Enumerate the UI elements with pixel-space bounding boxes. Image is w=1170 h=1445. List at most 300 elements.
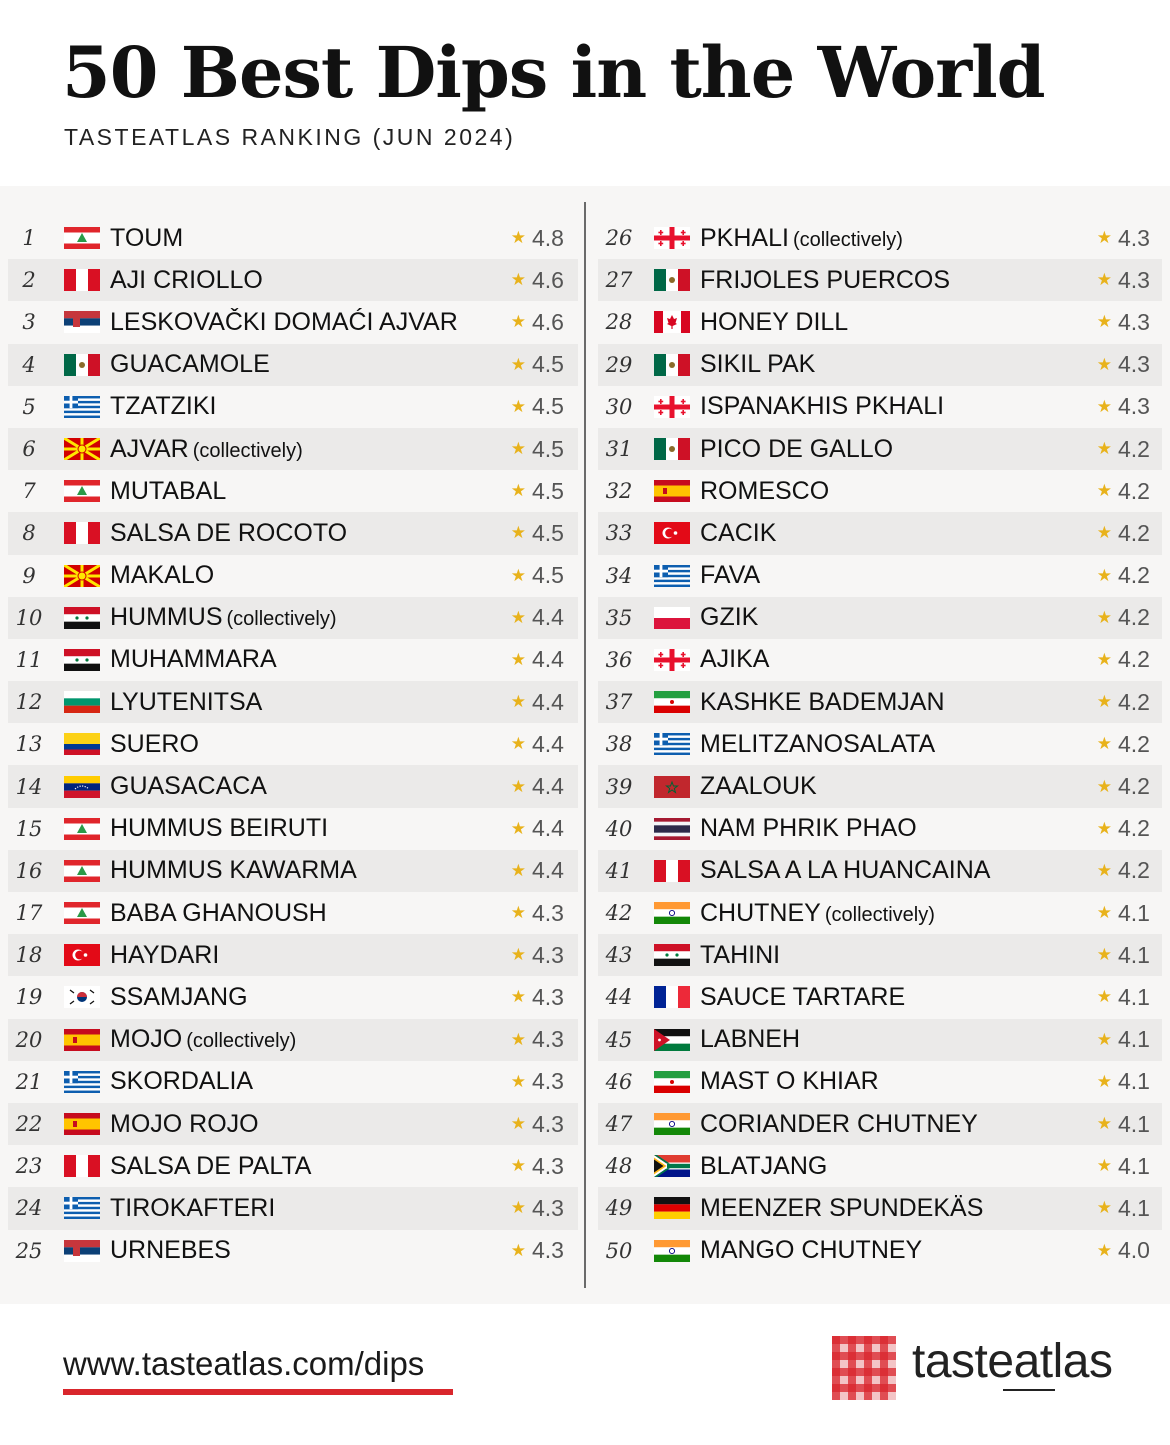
dip-name <box>700 730 1097 759</box>
rating-score: 4.1 <box>1118 899 1150 926</box>
dip-name <box>110 1194 511 1223</box>
rank-number: 45 <box>605 1027 633 1052</box>
rating-score: 4.2 <box>1118 477 1150 504</box>
rank-number: 26 <box>605 226 633 251</box>
dip-name-text: GZIK <box>700 603 759 632</box>
footer-url-underline <box>63 1389 453 1395</box>
south-africa-flag-icon <box>640 1155 690 1177</box>
dip-name <box>700 603 1097 632</box>
rating-score: 4.1 <box>1118 1110 1150 1137</box>
rating-score: 4.2 <box>1118 519 1150 546</box>
star-icon: ★ <box>1096 354 1112 374</box>
ranking-row <box>598 344 1162 386</box>
star-icon: ★ <box>1096 987 1112 1007</box>
dip-name-note: (collectively) <box>192 439 303 462</box>
rating-score: 4.8 <box>532 224 564 251</box>
ranking-row <box>8 301 578 343</box>
dip-name <box>110 392 511 421</box>
rating-score: 4.3 <box>532 983 564 1010</box>
dip-name <box>110 941 511 970</box>
rating-score: 4.4 <box>532 730 564 757</box>
rank-number: 14 <box>15 774 43 799</box>
rating-score: 4.0 <box>1118 1237 1150 1264</box>
dip-name <box>700 688 1097 717</box>
turkey-flag-icon <box>640 522 690 544</box>
rating-score: 4.4 <box>532 688 564 715</box>
dip-name-note: (collectively) <box>792 228 903 251</box>
ranking-row <box>598 217 1162 259</box>
rank-number: 48 <box>605 1154 633 1179</box>
rank-number: 24 <box>15 1196 43 1221</box>
rank-number: 43 <box>605 943 633 968</box>
lebanon-flag-icon <box>50 860 100 882</box>
rating-score: 4.2 <box>1118 646 1150 673</box>
dip-name-text: HONEY DILL <box>700 307 849 336</box>
dip-name <box>110 350 511 379</box>
star-icon: ★ <box>1096 523 1112 543</box>
canada-flag-icon <box>640 311 690 333</box>
germany-flag-icon <box>640 1197 690 1219</box>
dip-name-text: ZAALOUK <box>700 772 817 801</box>
dip-name-text: TIROKAFTERI <box>110 1193 276 1222</box>
star-icon: ★ <box>510 312 526 332</box>
mexico-flag-icon <box>640 438 690 460</box>
ranking-row <box>598 259 1162 301</box>
ranking-row <box>598 512 1162 554</box>
lebanon-flag-icon <box>50 818 100 840</box>
ranking-row <box>598 723 1162 765</box>
syria-flag-icon <box>50 649 100 671</box>
dip-name <box>110 435 511 464</box>
turkey-flag-icon <box>50 944 100 966</box>
dip-name-text: BABA GHANOUSH <box>110 898 327 927</box>
dip-name <box>700 308 1097 337</box>
rank-number: 12 <box>15 690 43 715</box>
rank-number: 44 <box>605 985 633 1010</box>
dip-name <box>110 772 511 801</box>
rating-score: 4.1 <box>1118 983 1150 1010</box>
rank-number: 47 <box>605 1112 633 1137</box>
dip-name-text: URNEBES <box>110 1236 231 1265</box>
rating-score: 4.3 <box>1118 224 1150 251</box>
dip-name-text: SIKIL PAK <box>700 350 816 379</box>
dip-name-text: TAHINI <box>700 940 781 969</box>
star-icon: ★ <box>510 1029 526 1049</box>
dip-name-text: SUERO <box>110 729 199 758</box>
north-macedonia-flag-icon <box>50 438 100 460</box>
greece-flag-icon <box>50 1197 100 1219</box>
star-icon: ★ <box>510 607 526 627</box>
dip-name <box>700 266 1097 295</box>
star-icon: ★ <box>1096 692 1112 712</box>
star-icon: ★ <box>1096 607 1112 627</box>
mexico-flag-icon <box>640 269 690 291</box>
dip-name-text: AJVAR <box>110 434 189 463</box>
star-icon: ★ <box>510 481 526 501</box>
tasteatlas-logo-icon <box>832 1336 896 1400</box>
rating-score: 4.5 <box>532 435 564 462</box>
ranking-row <box>598 934 1162 976</box>
rating-score: 4.2 <box>1118 435 1150 462</box>
ranking-row <box>598 470 1162 512</box>
dip-name <box>110 814 511 843</box>
rank-number: 18 <box>15 943 43 968</box>
dip-name <box>110 688 511 717</box>
rating-score: 4.5 <box>532 351 564 378</box>
star-icon: ★ <box>510 987 526 1007</box>
dip-name-text: NAM PHRIK PHAO <box>700 814 917 843</box>
serbia-flag-icon <box>50 1240 100 1262</box>
rating-score: 4.3 <box>532 1194 564 1221</box>
star-icon: ★ <box>510 649 526 669</box>
rank-number: 37 <box>605 690 633 715</box>
dip-name-note: (collectively) <box>824 903 935 926</box>
rank-number: 33 <box>605 521 633 546</box>
dip-name <box>700 350 1097 379</box>
rank-number: 11 <box>15 647 43 672</box>
ranking-row <box>598 1187 1162 1229</box>
rank-number: 34 <box>605 563 633 588</box>
ranking-row <box>8 1103 578 1145</box>
mexico-flag-icon <box>50 354 100 376</box>
rating-score: 4.5 <box>532 562 564 589</box>
rating-score: 4.1 <box>1118 941 1150 968</box>
jordan-flag-icon <box>640 1029 690 1051</box>
dip-name-text: LABNEH <box>700 1025 801 1054</box>
star-icon: ★ <box>1096 439 1112 459</box>
star-icon: ★ <box>510 396 526 416</box>
rating-score: 4.6 <box>532 308 564 335</box>
star-icon: ★ <box>510 945 526 965</box>
rating-score: 4.1 <box>1118 1068 1150 1095</box>
dip-name-text: HAYDARI <box>110 940 220 969</box>
ranking-row <box>598 976 1162 1018</box>
star-icon: ★ <box>510 228 526 248</box>
star-icon: ★ <box>510 860 526 880</box>
ranking-row <box>8 344 578 386</box>
ranking-row <box>598 428 1162 470</box>
rank-number: 20 <box>15 1027 43 1052</box>
star-icon: ★ <box>510 1071 526 1091</box>
rank-number: 5 <box>22 394 36 419</box>
dip-name-text: FAVA <box>700 561 761 590</box>
dip-name <box>700 645 1097 674</box>
dip-name-text: ISPANAKHIS PKHALI <box>700 392 945 421</box>
ranking-row <box>8 1145 578 1187</box>
dip-name-text: PICO DE GALLO <box>700 434 894 463</box>
peru-flag-icon <box>50 269 100 291</box>
dip-name <box>110 266 511 295</box>
dip-name <box>110 1025 511 1054</box>
rating-score: 4.3 <box>532 1152 564 1179</box>
rating-score: 4.2 <box>1118 562 1150 589</box>
star-icon: ★ <box>1096 649 1112 669</box>
dip-name-text: HUMMUS KAWARMA <box>110 856 357 885</box>
rating-score: 4.2 <box>1118 688 1150 715</box>
ranking-row <box>598 386 1162 428</box>
rating-score: 4.4 <box>532 857 564 884</box>
wordmark-underline <box>1003 1389 1055 1391</box>
dip-name-text: ROMESCO <box>700 476 830 505</box>
dip-name-text: SALSA A LA HUANCAINA <box>700 856 991 885</box>
ranking-row <box>8 386 578 428</box>
ranking-row <box>8 976 578 1018</box>
dip-name-text: MUTABAL <box>110 476 227 505</box>
dip-name-text: MOJO ROJO <box>110 1109 259 1138</box>
iran-flag-icon <box>640 691 690 713</box>
star-icon: ★ <box>1096 1198 1112 1218</box>
dip-name-text: CACIK <box>700 518 777 547</box>
rank-number: 9 <box>22 563 36 588</box>
rating-score: 4.3 <box>1118 393 1150 420</box>
dip-name <box>700 983 1097 1012</box>
rating-score: 4.3 <box>532 1237 564 1264</box>
dip-name <box>700 899 1097 928</box>
star-icon: ★ <box>510 1198 526 1218</box>
spain-flag-icon <box>50 1113 100 1135</box>
star-icon: ★ <box>510 439 526 459</box>
rank-number: 39 <box>605 774 633 799</box>
star-icon: ★ <box>510 1156 526 1176</box>
rank-number: 46 <box>605 1069 633 1094</box>
ranking-row <box>598 765 1162 807</box>
dip-name <box>700 519 1097 548</box>
star-icon: ★ <box>510 818 526 838</box>
ranking-row <box>598 1061 1162 1103</box>
star-icon: ★ <box>1096 270 1112 290</box>
dip-name-text: MEENZER SPUNDEKÄS <box>700 1193 984 1222</box>
rating-score: 4.3 <box>532 1068 564 1095</box>
dip-name <box>700 1236 1097 1265</box>
georgia-flag-icon <box>640 227 690 249</box>
ranking-row <box>598 639 1162 681</box>
ranking-row <box>598 1103 1162 1145</box>
ranking-row <box>8 850 578 892</box>
star-icon: ★ <box>510 565 526 585</box>
dip-name-note: (collectively) <box>226 608 337 631</box>
dip-name-text: SALSA DE ROCOTO <box>110 518 348 547</box>
rank-number: 49 <box>605 1196 633 1221</box>
dip-name-text: MOJO <box>110 1025 183 1054</box>
rating-score: 4.1 <box>1118 1194 1150 1221</box>
lebanon-flag-icon <box>50 227 100 249</box>
rank-number: 31 <box>605 437 633 462</box>
dip-name-text: HUMMUS BEIRUTI <box>110 814 329 843</box>
greece-flag-icon <box>50 396 100 418</box>
peru-flag-icon <box>640 860 690 882</box>
rank-number: 23 <box>15 1154 43 1179</box>
dip-name <box>110 856 511 885</box>
rating-score: 4.3 <box>1118 308 1150 335</box>
ranking-row <box>8 1187 578 1229</box>
rank-number: 25 <box>15 1238 43 1263</box>
star-icon: ★ <box>1096 860 1112 880</box>
dip-name-text: SSAMJANG <box>110 982 248 1011</box>
page-title: 50 Best Dips in the World <box>62 31 1045 114</box>
rating-score: 4.1 <box>1118 1026 1150 1053</box>
rating-score: 4.3 <box>532 941 564 968</box>
peru-flag-icon <box>50 522 100 544</box>
star-icon: ★ <box>1096 1240 1112 1260</box>
rating-score: 4.1 <box>1118 1152 1150 1179</box>
dip-name <box>700 1152 1097 1181</box>
rank-number: 6 <box>22 437 36 462</box>
lebanon-flag-icon <box>50 480 100 502</box>
rank-number: 28 <box>605 310 633 335</box>
dip-name-text: GUACAMOLE <box>110 350 270 379</box>
dip-name <box>700 435 1097 464</box>
star-icon: ★ <box>510 776 526 796</box>
dip-name-text: TOUM <box>110 223 184 252</box>
rank-number: 1 <box>22 226 36 251</box>
rating-score: 4.2 <box>1118 730 1150 757</box>
spain-flag-icon <box>640 480 690 502</box>
dip-name <box>110 1152 511 1181</box>
rating-score: 4.4 <box>532 773 564 800</box>
dip-name <box>110 519 511 548</box>
rank-number: 35 <box>605 605 633 630</box>
rating-score: 4.6 <box>532 266 564 293</box>
iran-flag-icon <box>640 1071 690 1093</box>
dip-name-text: AJIKA <box>700 645 770 674</box>
rating-score: 4.5 <box>532 519 564 546</box>
rank-number: 42 <box>605 901 633 926</box>
star-icon: ★ <box>1096 776 1112 796</box>
dip-name-text: AJI CRIOLLO <box>110 265 263 294</box>
star-icon: ★ <box>1096 1156 1112 1176</box>
rating-score: 4.5 <box>532 393 564 420</box>
rating-score: 4.5 <box>532 477 564 504</box>
india-flag-icon <box>640 902 690 924</box>
rank-number: 27 <box>605 268 633 293</box>
dip-name <box>110 1236 511 1265</box>
poland-flag-icon <box>640 607 690 629</box>
rank-number: 21 <box>15 1069 43 1094</box>
dip-name-text: SAUCE TARTARE <box>700 982 906 1011</box>
star-icon: ★ <box>1096 903 1112 923</box>
dip-name <box>700 561 1097 590</box>
france-flag-icon <box>640 986 690 1008</box>
rating-score: 4.4 <box>532 646 564 673</box>
star-icon: ★ <box>1096 734 1112 754</box>
india-flag-icon <box>640 1113 690 1135</box>
dip-name-text: SALSA DE PALTA <box>110 1151 312 1180</box>
south-korea-flag-icon <box>50 986 100 1008</box>
ranking-column-left <box>8 217 578 1272</box>
rank-number: 13 <box>15 732 43 757</box>
greece-flag-icon <box>640 733 690 755</box>
rank-number: 17 <box>15 901 43 926</box>
dip-name-text: LESKOVAČKI DOMAĆI AJVAR <box>110 307 458 336</box>
ranking-row <box>8 808 578 850</box>
dip-name-text: TZATZIKI <box>110 392 217 421</box>
rank-number: 3 <box>22 310 36 335</box>
syria-flag-icon <box>50 607 100 629</box>
rating-score: 4.3 <box>532 899 564 926</box>
dip-name <box>700 1194 1097 1223</box>
ranking-row <box>8 723 578 765</box>
dip-name-text: PKHALI <box>700 223 789 252</box>
dip-name-text: SKORDALIA <box>110 1067 254 1096</box>
dip-name-text: MAKALO <box>110 561 215 590</box>
rank-number: 40 <box>605 816 633 841</box>
greece-flag-icon <box>640 565 690 587</box>
rank-number: 19 <box>15 985 43 1010</box>
dip-name <box>700 224 1097 253</box>
ranking-row <box>598 808 1162 850</box>
rank-number: 22 <box>15 1112 43 1137</box>
ranking-column-right <box>598 217 1162 1272</box>
dip-name-text: KASHKE BADEMJAN <box>700 687 945 716</box>
star-icon: ★ <box>510 1240 526 1260</box>
dip-name-text: MUHAMMARA <box>110 645 277 674</box>
dip-name-text: CHUTNEY <box>700 898 821 927</box>
ranking-row <box>8 639 578 681</box>
mexico-flag-icon <box>640 354 690 376</box>
dip-name <box>110 899 511 928</box>
peru-flag-icon <box>50 1155 100 1177</box>
rank-number: 15 <box>15 816 43 841</box>
lebanon-flag-icon <box>50 902 100 924</box>
dip-name <box>110 983 511 1012</box>
dip-name-text: HUMMUS <box>110 603 223 632</box>
rating-score: 4.3 <box>532 1110 564 1137</box>
venezuela-flag-icon <box>50 776 100 798</box>
ranking-row <box>8 681 578 723</box>
rank-number: 32 <box>605 479 633 504</box>
star-icon: ★ <box>510 270 526 290</box>
ranking-row <box>8 470 578 512</box>
dip-name <box>700 1025 1097 1054</box>
rank-number: 2 <box>22 268 36 293</box>
bulgaria-flag-icon <box>50 691 100 713</box>
georgia-flag-icon <box>640 649 690 671</box>
ranking-row <box>8 428 578 470</box>
rank-number: 4 <box>22 352 36 377</box>
rank-number: 41 <box>605 858 633 883</box>
star-icon: ★ <box>1096 312 1112 332</box>
dip-name <box>700 477 1097 506</box>
star-icon: ★ <box>510 692 526 712</box>
rating-score: 4.2 <box>1118 815 1150 842</box>
star-icon: ★ <box>1096 1114 1112 1134</box>
ranking-row <box>8 217 578 259</box>
dip-name <box>110 308 511 337</box>
star-icon: ★ <box>1096 481 1112 501</box>
footer-url-link[interactable]: www.tasteatlas.com/dips <box>63 1345 425 1382</box>
ranking-row <box>598 681 1162 723</box>
rank-number: 50 <box>605 1238 633 1263</box>
ranking-row <box>598 1145 1162 1187</box>
ranking-row <box>598 1019 1162 1061</box>
ranking-row <box>8 555 578 597</box>
rank-number: 8 <box>22 521 36 546</box>
ranking-row <box>8 892 578 934</box>
dip-name <box>110 1110 511 1139</box>
dip-name-text: CORIANDER CHUTNEY <box>700 1109 978 1138</box>
dip-name-text: GUASACACA <box>110 772 267 801</box>
dip-name-text: LYUTENITSA <box>110 687 263 716</box>
rating-score: 4.2 <box>1118 604 1150 631</box>
dip-name <box>700 772 1097 801</box>
rank-number: 36 <box>605 647 633 672</box>
dip-name <box>110 561 511 590</box>
tasteatlas-wordmark: tasteatlas <box>912 1335 1113 1388</box>
ranking-row <box>8 1061 578 1103</box>
spain-flag-icon <box>50 1029 100 1051</box>
star-icon: ★ <box>1096 1071 1112 1091</box>
rating-score: 4.3 <box>1118 351 1150 378</box>
